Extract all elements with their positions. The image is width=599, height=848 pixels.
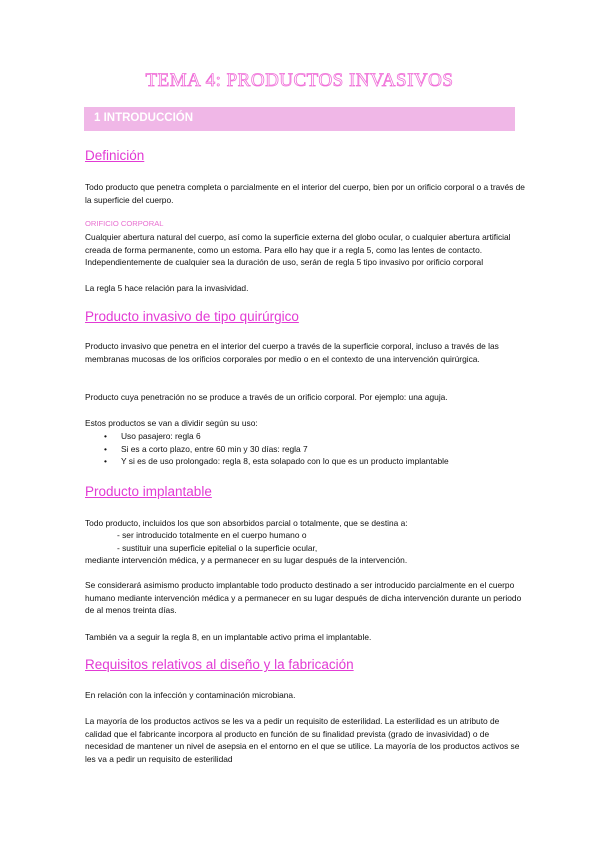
section-header-bar: [84, 107, 515, 131]
bullet-icon: •: [104, 456, 107, 466]
list-item: • Uso pasajero: regla 6: [104, 431, 201, 441]
list-item: • Y si es de uso prolongado: regla 8, esta solapado con lo que es un producto implantable: [104, 456, 449, 466]
document-title: TEMA 4: PRODUCTOS INVASIVOS: [145, 70, 454, 91]
heading-requisitos: Requisitos relativos al diseño y la fabricación: [85, 657, 354, 672]
quirurgico-text-3: Estos productos se van a dividir según su uso:: [85, 418, 258, 428]
list-item: - sustituir una superficie epitelial o la superficie ocular,: [117, 542, 318, 553]
list-item: - ser introducido totalmente en el cuerpo humano o: [117, 530, 307, 540]
implantable-text-3: Se considerará asimismo producto implantable todo producto destinado a ser introducido parcialmente en el cuerpo humano mediante intervención médica y a permanecer en su lugar después de dicha intervención durante un periodo de al menos treinta días.: [85, 580, 522, 615]
quirurgico-text-2: Producto cuya penetración no se produce a través de un orificio corporal. Por ejemplo: una aguja.: [85, 392, 448, 402]
heading-producto-implantable: Producto implantable: [85, 484, 212, 499]
bullet-icon: •: [104, 443, 107, 454]
definicion-text: Todo producto que penetra completa o parcialmente en el interior del cuerpo, bien por un orificio corporal o a través de la superficie del cuerpo.: [85, 182, 525, 205]
requisitos-text-2: La mayoría de los productos activos se les va a pedir un requisito de esterilidad. La esterilidad es un atributo de calidad que el fabricante incorpora al producto en función de su finalidad prevista (grado de invasividad) o de necesidad de mantener un nivel de asepsia en el entorno en el que se utilice. La mayoría de los productos activos se les va a pedir un requisito de esterilidad: [85, 716, 520, 764]
regla-5-note: La regla 5 hace relación para la invasividad.: [85, 283, 249, 293]
orificio-corporal-label: ORIFICIO CORPORAL: [85, 219, 164, 228]
requisitos-text-1: En relación con la infección y contaminación microbiana.: [85, 690, 296, 700]
list-item: • Si es a corto plazo, entre 60 min y 30 días: regla 7: [104, 443, 308, 454]
heading-producto-quirurgico: Producto invasivo de tipo quirúrgico: [85, 309, 299, 324]
section-header-label: 1 INTRODUCCIÓN: [94, 112, 194, 124]
orificio-corporal-text: Cualquier abertura natural del cuerpo, así como la superficie externa del globo ocular, o cualquier abertura artificial creada de forma permanente, como un estoma. Para ello hay que ir a regla 5, como las lentes de contacto. Independientemente de cualquier sea la duración de uso, serán de regla 5 tipo invasivo por orificio corporal: [85, 232, 511, 267]
quirurgico-text-1: Producto invasivo que penetra en el interior del cuerpo a través de la superficie corporal, incluso a través de las membranas mucosas de los orificios corporales por medio o en el contexto de una intervención quirúrgica.: [85, 341, 499, 364]
implantable-sub-list: [117, 529, 317, 554]
implantable-text-4: También va a seguir la regla 8, en un implantable activo prima el implantable.: [85, 632, 372, 642]
implantable-text-2: mediante intervención médica, y a permanecer en su lugar después de la intervención.: [85, 555, 408, 565]
bullet-icon: •: [104, 431, 107, 441]
heading-definicion: Definición: [85, 148, 145, 163]
implantable-text-1: Todo producto, incluidos los que son absorbidos parcial o totalmente, que se destina a:: [85, 518, 408, 528]
uso-bullet-list: [104, 430, 524, 468]
